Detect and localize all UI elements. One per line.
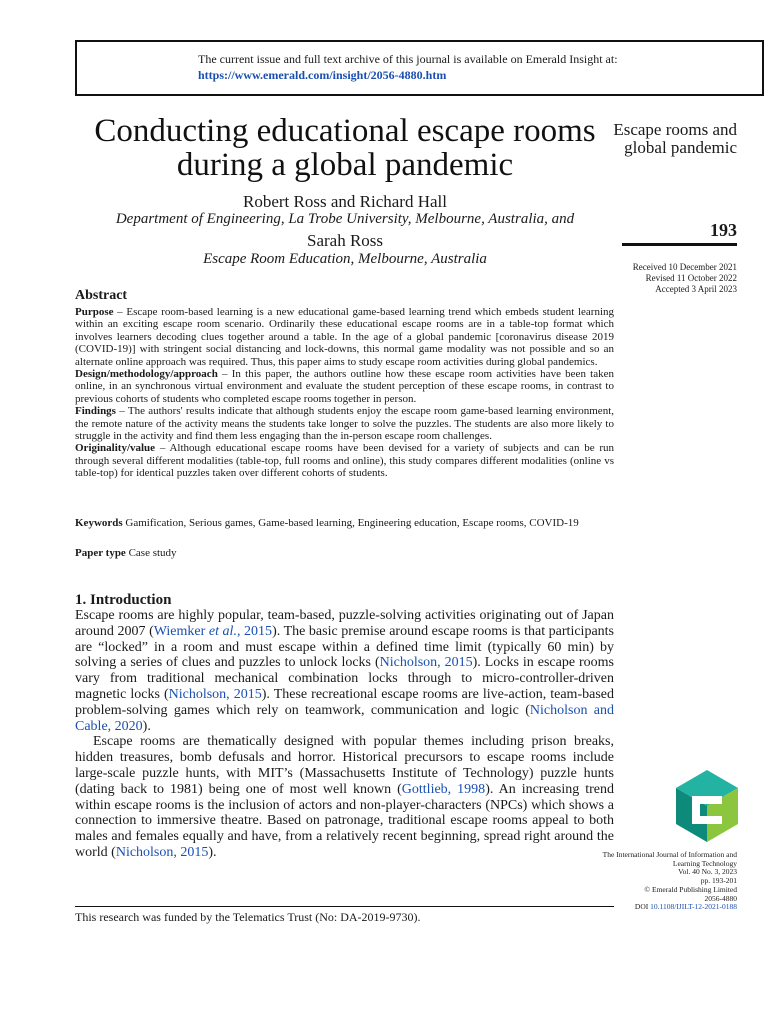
- accepted-date: Accepted 3 April 2023: [655, 284, 737, 294]
- findings-text: – The authors' results indicate that although students enjoy the escape room game-based learning environment, the remote nature of the activity means the students take longer to solve the puzzles. The students are also more likely to struggle in the activity and find them less engaging than the in-person escape room challenges.: [75, 405, 614, 443]
- purpose-label: Purpose: [75, 306, 114, 318]
- journal-volume: Vol. 40 No. 3, 2023: [678, 867, 737, 877]
- keywords-text: Gamification, Serious games, Game-based learning, Engineering education, Escape rooms, COVID-19: [122, 517, 579, 529]
- doi-link[interactable]: 10.1108/IJILT-12-2021-0188: [650, 902, 737, 912]
- doi-line: [600, 903, 737, 912]
- journal-url-link[interactable]: https://www.emerald.com/insight/2056-4880.htm: [198, 68, 447, 82]
- section-heading-introduction: 1. Introduction: [75, 592, 172, 608]
- citation-etal: et al.: [208, 623, 237, 639]
- keywords-label: Keywords: [75, 517, 123, 529]
- text-run: Escape rooms are highly popular, team-based, puzzle-solving activities originating out of Japan around 2007 (: [75, 608, 614, 639]
- abstract-design: [75, 368, 614, 405]
- paper-type-label: Paper type: [75, 547, 126, 559]
- citation-link[interactable]: Nicholson, 2015: [168, 686, 262, 702]
- abstract-originality: [75, 442, 614, 479]
- abstract-purpose: [75, 306, 614, 368]
- intro-paragraph-1: [75, 608, 614, 734]
- authors-line-2: Sarah Ross: [306, 231, 384, 250]
- received-date: Received 10 December 2021: [632, 262, 737, 272]
- page-number-rule: [622, 243, 737, 246]
- revised-date: Revised 11 October 2022: [645, 273, 737, 283]
- text-run: ). Locks in escape rooms vary from traditional mechanical combination locks through to micro-controller-driven magnetic locks (: [75, 655, 614, 702]
- journal-name: The International Journal of Information and Learning Technology: [602, 850, 737, 868]
- abstract-findings: [75, 405, 614, 442]
- design-label: Design/methodology/approach: [75, 368, 218, 381]
- purpose-text: – Escape room-based learning is a new educational game-based learning trend which embeds student learning within an exciting escape room scenario. Ordinarily these educational escape rooms are in a table-top format which involves learners decoding clues together around a table. In the age of a global pandemic [coronavirus disease 2019 (COVID-19)] with stringent social distancing and lock-downs, this normal game modality was not possible and so an alternate online approach was required. Thus, this paper aims to study escape room activities during global pandemics.: [75, 306, 614, 368]
- citation-link[interactable]: Nicholson, 2015: [379, 655, 473, 671]
- page-number: 193: [710, 220, 737, 240]
- originality-text: – Although educational escape rooms have been devised for a variety of subjects and can be run through several different modalities (table-top, full rooms and online), this study compares different modalities (online vs table-top) for identical puzzles taken over different cohorts of students.: [75, 442, 614, 480]
- citation-year: , 2015: [236, 623, 273, 639]
- citation-author: Wiemker: [153, 623, 209, 639]
- paper-type: [75, 547, 614, 559]
- text-run: ).: [142, 718, 151, 734]
- citation-link[interactable]: Nicholson, 2015: [115, 844, 209, 860]
- text-run: ). An increasing trend within escape rooms is the inclusion of actors and non-player-characters (NPCs) which shows a connection to immersive theatre. Based on patronage, traditional escape rooms appeal to both males and females equally and have, from a relatively recent beginning, spread right around the world (: [75, 781, 615, 860]
- article-title: Conducting educational escape rooms during a global pandemic: [94, 113, 596, 183]
- doi-label: DOI: [634, 902, 649, 912]
- affiliation-1: Department of Engineering, La Trobe University, Melbourne, Australia, and: [115, 211, 575, 227]
- emerald-publishing-logo: [676, 770, 738, 842]
- introduction-body: [75, 608, 614, 861]
- journal-info: [600, 851, 737, 912]
- text-run: ). These recreational escape rooms are live-action, team-based problem-solving games which rely on teamwork, communication and logic (: [75, 686, 614, 718]
- publisher: © Emerald Publishing Limited: [644, 884, 737, 894]
- findings-label: Findings: [75, 405, 116, 418]
- keywords: [75, 516, 614, 531]
- citation-link[interactable]: Nicholson and Cable, 2020: [75, 702, 615, 734]
- design-text: – In this paper, the authors outline how these escape room activities have been taken online, in an synchronous virtual environment and evaluate the student perception of these escape rooms, in contrast to previous cohorts of students who completed escape rooms together in person.: [75, 368, 614, 405]
- running-title: Escape rooms and global pandemic: [613, 120, 737, 157]
- text-run: Escape rooms are thematically designed with popular themes including prison breaks, hidden treasures, bomb defusals and horror. Historical precursors to escape rooms include large-scale puzzle hunts, with MIT’s (Massachusetts Institute of Technology) puzzle hunts (dating back to 1981) being one of most well known (: [75, 734, 614, 797]
- originality-label: Originality/value: [75, 442, 156, 455]
- journal-pages: pp. 193-201: [700, 876, 737, 886]
- text-run: ).: [208, 844, 217, 860]
- abstract-body: [75, 306, 614, 480]
- authors-line-1: Robert Ross and Richard Hall: [243, 192, 447, 211]
- affiliation-2: Escape Room Education, Melbourne, Australia: [203, 251, 487, 267]
- submission-dates: [600, 262, 737, 295]
- abstract-heading: Abstract: [75, 288, 128, 303]
- banner-text: The current issue and full text archive of this journal is available on Emerald Insight at:: [198, 52, 618, 66]
- intro-paragraph-2: [75, 734, 614, 860]
- issn: 2056-4880: [704, 893, 737, 903]
- text-run: ). The basic premise around escape rooms is that participants are “locked” in a room and must escape within a defined time limit (typically 60 min) by solving a series of clues and puzzles to unlock locks (: [75, 623, 614, 671]
- citation-link[interactable]: Gottlieb, 1998: [401, 781, 486, 797]
- funding-footnote: This research was funded by the Telematics Trust (No: DA-2019-9730).: [75, 910, 421, 924]
- paper-type-text: Case study: [125, 547, 177, 559]
- footnote-rule: [75, 906, 614, 907]
- citation-link[interactable]: [154, 624, 272, 639]
